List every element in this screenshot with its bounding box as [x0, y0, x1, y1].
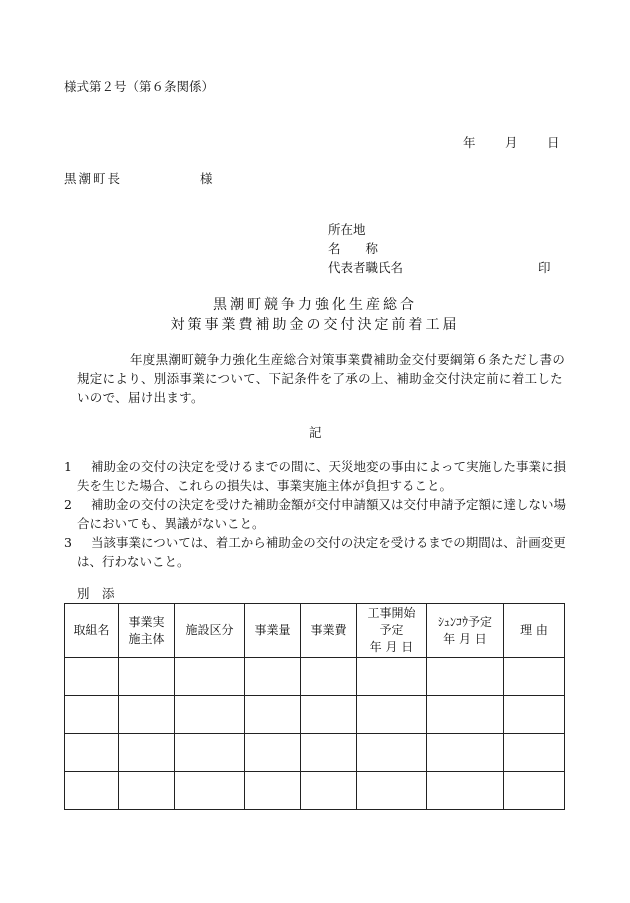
table-cell[interactable]: [175, 734, 245, 772]
table-cell[interactable]: [301, 772, 357, 810]
table-row: [65, 734, 565, 772]
table-cell[interactable]: [504, 658, 565, 696]
table-cell[interactable]: [357, 658, 427, 696]
table-cell[interactable]: [504, 696, 565, 734]
table-header-cell: 施設区分: [175, 604, 245, 658]
body-paragraph: 年度黒潮町競争力強化生産総合対策事業費補助金交付要綱第６条ただし書の規定により、別添事業について、下記条件を了承の上、補助金交付決定前に着工したいので、届け出ます。: [77, 352, 566, 405]
table-header-cell: 取組名: [65, 604, 119, 658]
addressee-honorific: 様: [200, 171, 213, 186]
condition-number: 1: [64, 459, 72, 474]
table-row: [65, 696, 565, 734]
applicant-name-label: 名 称: [328, 241, 379, 256]
table-cell[interactable]: [301, 734, 357, 772]
date-year: 年: [463, 135, 476, 150]
table-header-cell: 事業実 施主体: [119, 604, 175, 658]
table-cell[interactable]: [119, 734, 175, 772]
table-header-cell: 事業費: [301, 604, 357, 658]
table-cell[interactable]: [427, 658, 504, 696]
condition-number: 3: [64, 535, 72, 550]
table-row: [65, 658, 565, 696]
table-cell[interactable]: [427, 734, 504, 772]
table-cell[interactable]: [357, 734, 427, 772]
table-cell[interactable]: [504, 734, 565, 772]
table-row: [65, 772, 565, 810]
table-cell[interactable]: [301, 696, 357, 734]
table-cell[interactable]: [65, 696, 119, 734]
condition-number: 2: [64, 497, 72, 512]
table-cell[interactable]: [175, 696, 245, 734]
date-day: 日: [547, 135, 560, 150]
table-header-cell: 理 由: [504, 604, 565, 658]
addressee-name: 黒潮町長: [64, 171, 123, 186]
table-cell[interactable]: [119, 696, 175, 734]
table-cell[interactable]: [301, 658, 357, 696]
document-title-line2: 対策事業費補助金の交付決定前着工届: [170, 317, 460, 333]
attachment-label: 別 添: [77, 586, 115, 601]
table-cell[interactable]: [245, 772, 301, 810]
table-cell[interactable]: [119, 658, 175, 696]
table-header-cell: ｼｭﾝｺｳ予定 年 月 日: [427, 604, 504, 658]
applicant-representative-label: 代表者職氏名: [328, 260, 404, 275]
table-cell[interactable]: [175, 772, 245, 810]
document-title-line1: 黒潮町競争力強化生産総合: [213, 297, 417, 313]
table-cell[interactable]: [245, 658, 301, 696]
table-cell[interactable]: [65, 772, 119, 810]
attachment-table: [64, 603, 565, 810]
table-cell[interactable]: [245, 696, 301, 734]
table-cell[interactable]: [357, 696, 427, 734]
table-cell[interactable]: [357, 772, 427, 810]
table-header-row: [65, 604, 565, 658]
table-cell[interactable]: [427, 696, 504, 734]
table-cell[interactable]: [427, 772, 504, 810]
seal-mark: 印: [538, 260, 551, 275]
table-cell[interactable]: [245, 734, 301, 772]
table-cell[interactable]: [504, 772, 565, 810]
form-label: 様式第２号（第６条関係）: [64, 79, 215, 94]
condition-text: 補助金の交付の決定を受けた補助金額が交付申請額又は交付申請予定額に達しない場合においても、異議がないこと。: [77, 497, 567, 531]
table-cell[interactable]: [65, 658, 119, 696]
table-cell[interactable]: [119, 772, 175, 810]
table-header-cell: 事業量: [245, 604, 301, 658]
table-cell[interactable]: [175, 658, 245, 696]
table-header-cell: 工事開始 予定 年 月 日: [357, 604, 427, 658]
date-month: 月: [505, 135, 518, 150]
condition-text: 当該事業については、着工から補助金の交付の決定を受けるまでの期間は、計画変更は、行わないこと。: [77, 535, 566, 569]
applicant-address-label: 所在地: [328, 222, 366, 237]
ki-marker: 記: [309, 425, 322, 440]
condition-text: 補助金の交付の決定を受けるまでの間に、天災地変の事由によって実施した事業に損失を生じた場合、これらの損失は、事業実施主体が負担すること。: [77, 459, 567, 493]
table-cell[interactable]: [65, 734, 119, 772]
